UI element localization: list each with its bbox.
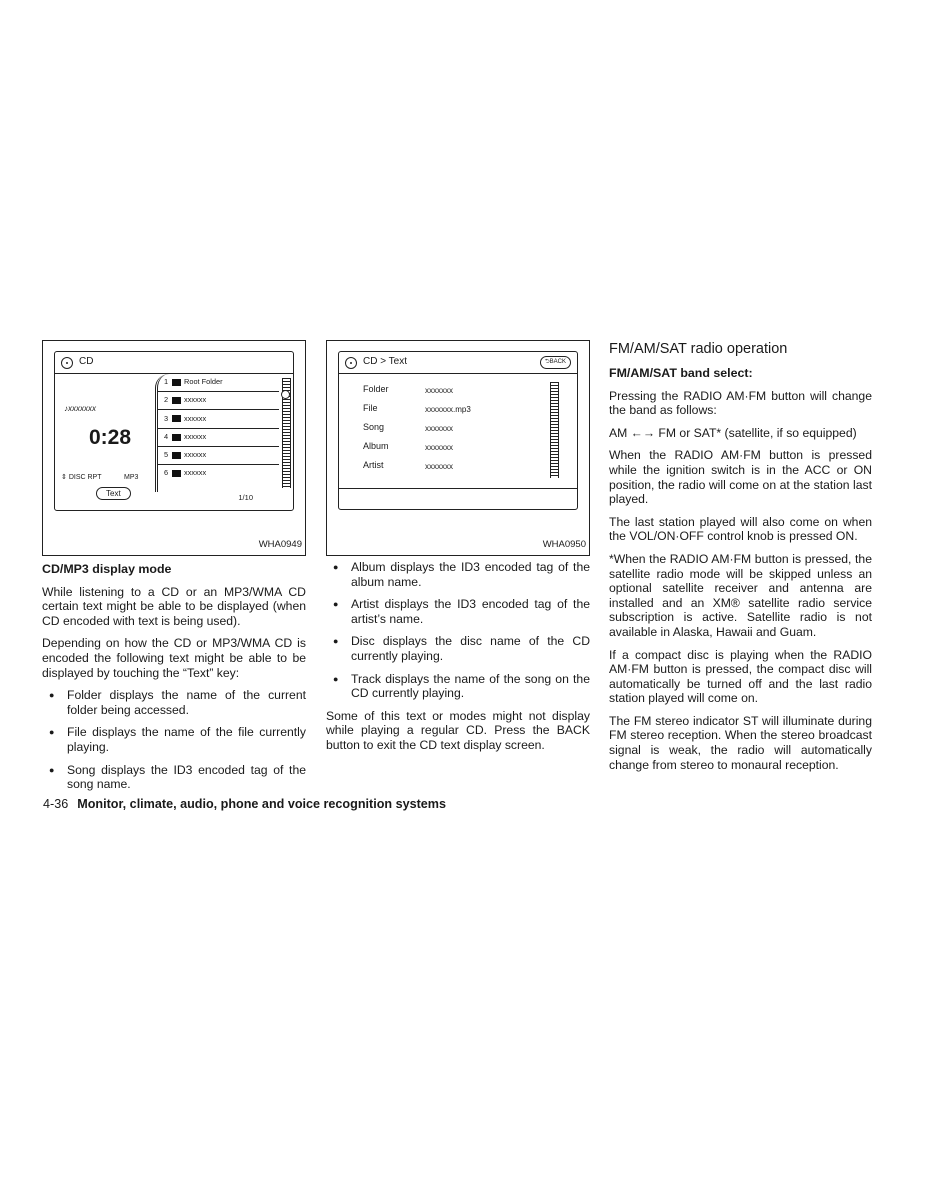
- paragraph: The last station played will also come on when the VOL/ON·OFF control knob is pressed ON.: [609, 514, 872, 544]
- list-item[interactable]: 4 xxxxxx: [158, 429, 279, 447]
- folder-icon: [172, 397, 181, 404]
- column-left: [42, 340, 306, 800]
- screen-title-bar: [55, 352, 293, 374]
- list-item: ● Album displays the ID3 encoded tag of the album name.: [326, 560, 590, 589]
- paragraph: If a compact disc is playing when the RADIO AM·FM button is pressed, the compact disc will automatically be turned off and the last radio station played will come on.: [609, 647, 872, 706]
- disc-repeat-indicator: ⇕ DISC RPT: [61, 474, 102, 481]
- screen-title: CD: [79, 356, 94, 368]
- text-label: File: [363, 403, 378, 413]
- back-arrow-icon: ⮌: [544, 359, 550, 365]
- paragraph: *When the RADIO AM·FM button is pressed, the satellite radio mode will be skipped unless an optional satellite receiver and antenna are installed and an XM® satellite radio service subscription is active. Satellite radio is not available in Alaska, Hawaii and Guam.: [609, 551, 872, 639]
- paragraph: While listening to a CD or an MP3/WMA CD certain text might be able to be displayed (when CD encoded with text is being used).: [42, 584, 306, 628]
- text-label: Artist: [363, 460, 384, 470]
- figure-cd-text: [326, 340, 590, 556]
- paragraph: The FM stereo indicator ST will illuminate during FM stereo reception. When the stereo broadcast signal is weak, the radio will automatically change from stereo to monaural reception.: [609, 713, 872, 772]
- text-value: xxxxxxx: [425, 462, 453, 471]
- text-label: Album: [363, 441, 389, 451]
- text-value: xxxxxxx.mp3: [425, 405, 471, 414]
- folder-icon: [172, 470, 181, 477]
- text-label: Song: [363, 422, 385, 432]
- cd-screen: [54, 351, 294, 511]
- figure-id: WHA0950: [542, 539, 586, 551]
- text-value: xxxxxxx: [425, 424, 453, 433]
- paragraph: Some of this text or modes might not display while playing a regular CD. Press the BACK button to exit the CD text display screen.: [326, 708, 590, 752]
- back-button[interactable]: ⮌BACK: [540, 356, 571, 369]
- page-number: 4-36: [43, 797, 69, 811]
- folder-icon: [172, 434, 181, 441]
- scroll-knob[interactable]: [281, 390, 290, 399]
- list-item[interactable]: 5 xxxxxx: [158, 447, 279, 465]
- folder-list: [155, 374, 279, 492]
- paragraph: Pressing the RADIO AM·FM button will change the band as follows:: [609, 388, 872, 418]
- list-item[interactable]: 6 xxxxxx: [164, 468, 207, 478]
- disc-icon: [345, 357, 357, 369]
- page-indicator: 1/10: [238, 493, 253, 503]
- scrollbar[interactable]: [550, 382, 559, 478]
- list-item: ● Artist displays the ID3 encoded tag of the artist’s name.: [326, 597, 590, 626]
- text-label: Folder: [363, 384, 389, 394]
- list-item[interactable]: 1 Root Folder: [158, 374, 279, 392]
- play-time: 0:28: [89, 426, 132, 449]
- list-item[interactable]: 2 xxxxxx: [158, 392, 279, 410]
- bullet-list: [326, 560, 590, 701]
- list-item: ● Track displays the name of the song on the CD currently playing.: [326, 672, 590, 701]
- text-button[interactable]: Text: [96, 487, 131, 500]
- list-item: ● File displays the name of the file currently playing.: [42, 725, 306, 754]
- track-name: ♪xxxxxxx: [64, 404, 96, 413]
- section-heading: CD/MP3 display mode: [42, 562, 172, 576]
- list-item: ● Folder displays the name of the current folder being accessed.: [42, 688, 306, 717]
- cd-text-screen: [338, 351, 578, 510]
- text-value: xxxxxxx: [425, 386, 453, 395]
- folder-icon: [172, 379, 181, 386]
- screen-divider: [339, 488, 577, 489]
- format-indicator: MP3: [124, 474, 139, 481]
- paragraph: AM ←→ FM or SAT* (satellite, if so equipped): [609, 425, 857, 440]
- figure-id: WHA0949: [258, 539, 302, 551]
- column-right: [609, 340, 872, 780]
- section-heading: FM/AM/SAT band select:: [609, 366, 753, 380]
- chapter-title: Monitor, climate, audio, phone and voice recognition systems: [77, 797, 447, 811]
- figure-cd-display: [42, 340, 306, 556]
- playback-panel: [55, 374, 155, 510]
- disc-icon: [61, 357, 73, 369]
- list-item: ● Song displays the ID3 encoded tag of the song name.: [42, 763, 306, 792]
- text-value: xxxxxxx: [425, 443, 453, 452]
- paragraph: When the RADIO AM·FM button is pressed while the ignition switch is in the ACC or ON position, the radio will come on at the station last played.: [609, 448, 872, 507]
- column-middle: [326, 340, 590, 761]
- folder-icon: [172, 452, 181, 459]
- list-item[interactable]: 3 xxxxxx: [158, 410, 279, 428]
- page-footer: [43, 797, 446, 811]
- list-item: ● Disc displays the disc name of the CD currently playing.: [326, 634, 590, 663]
- paragraph: Depending on how the CD or MP3/WMA CD is encoded the following text might be able to be displayed by touching the “Text” key:: [42, 636, 306, 680]
- folder-icon: [172, 415, 181, 422]
- bullet-list: [42, 688, 306, 792]
- screen-title: CD > Text: [363, 356, 407, 368]
- section-title: FM/AM/SAT radio operation: [609, 341, 788, 357]
